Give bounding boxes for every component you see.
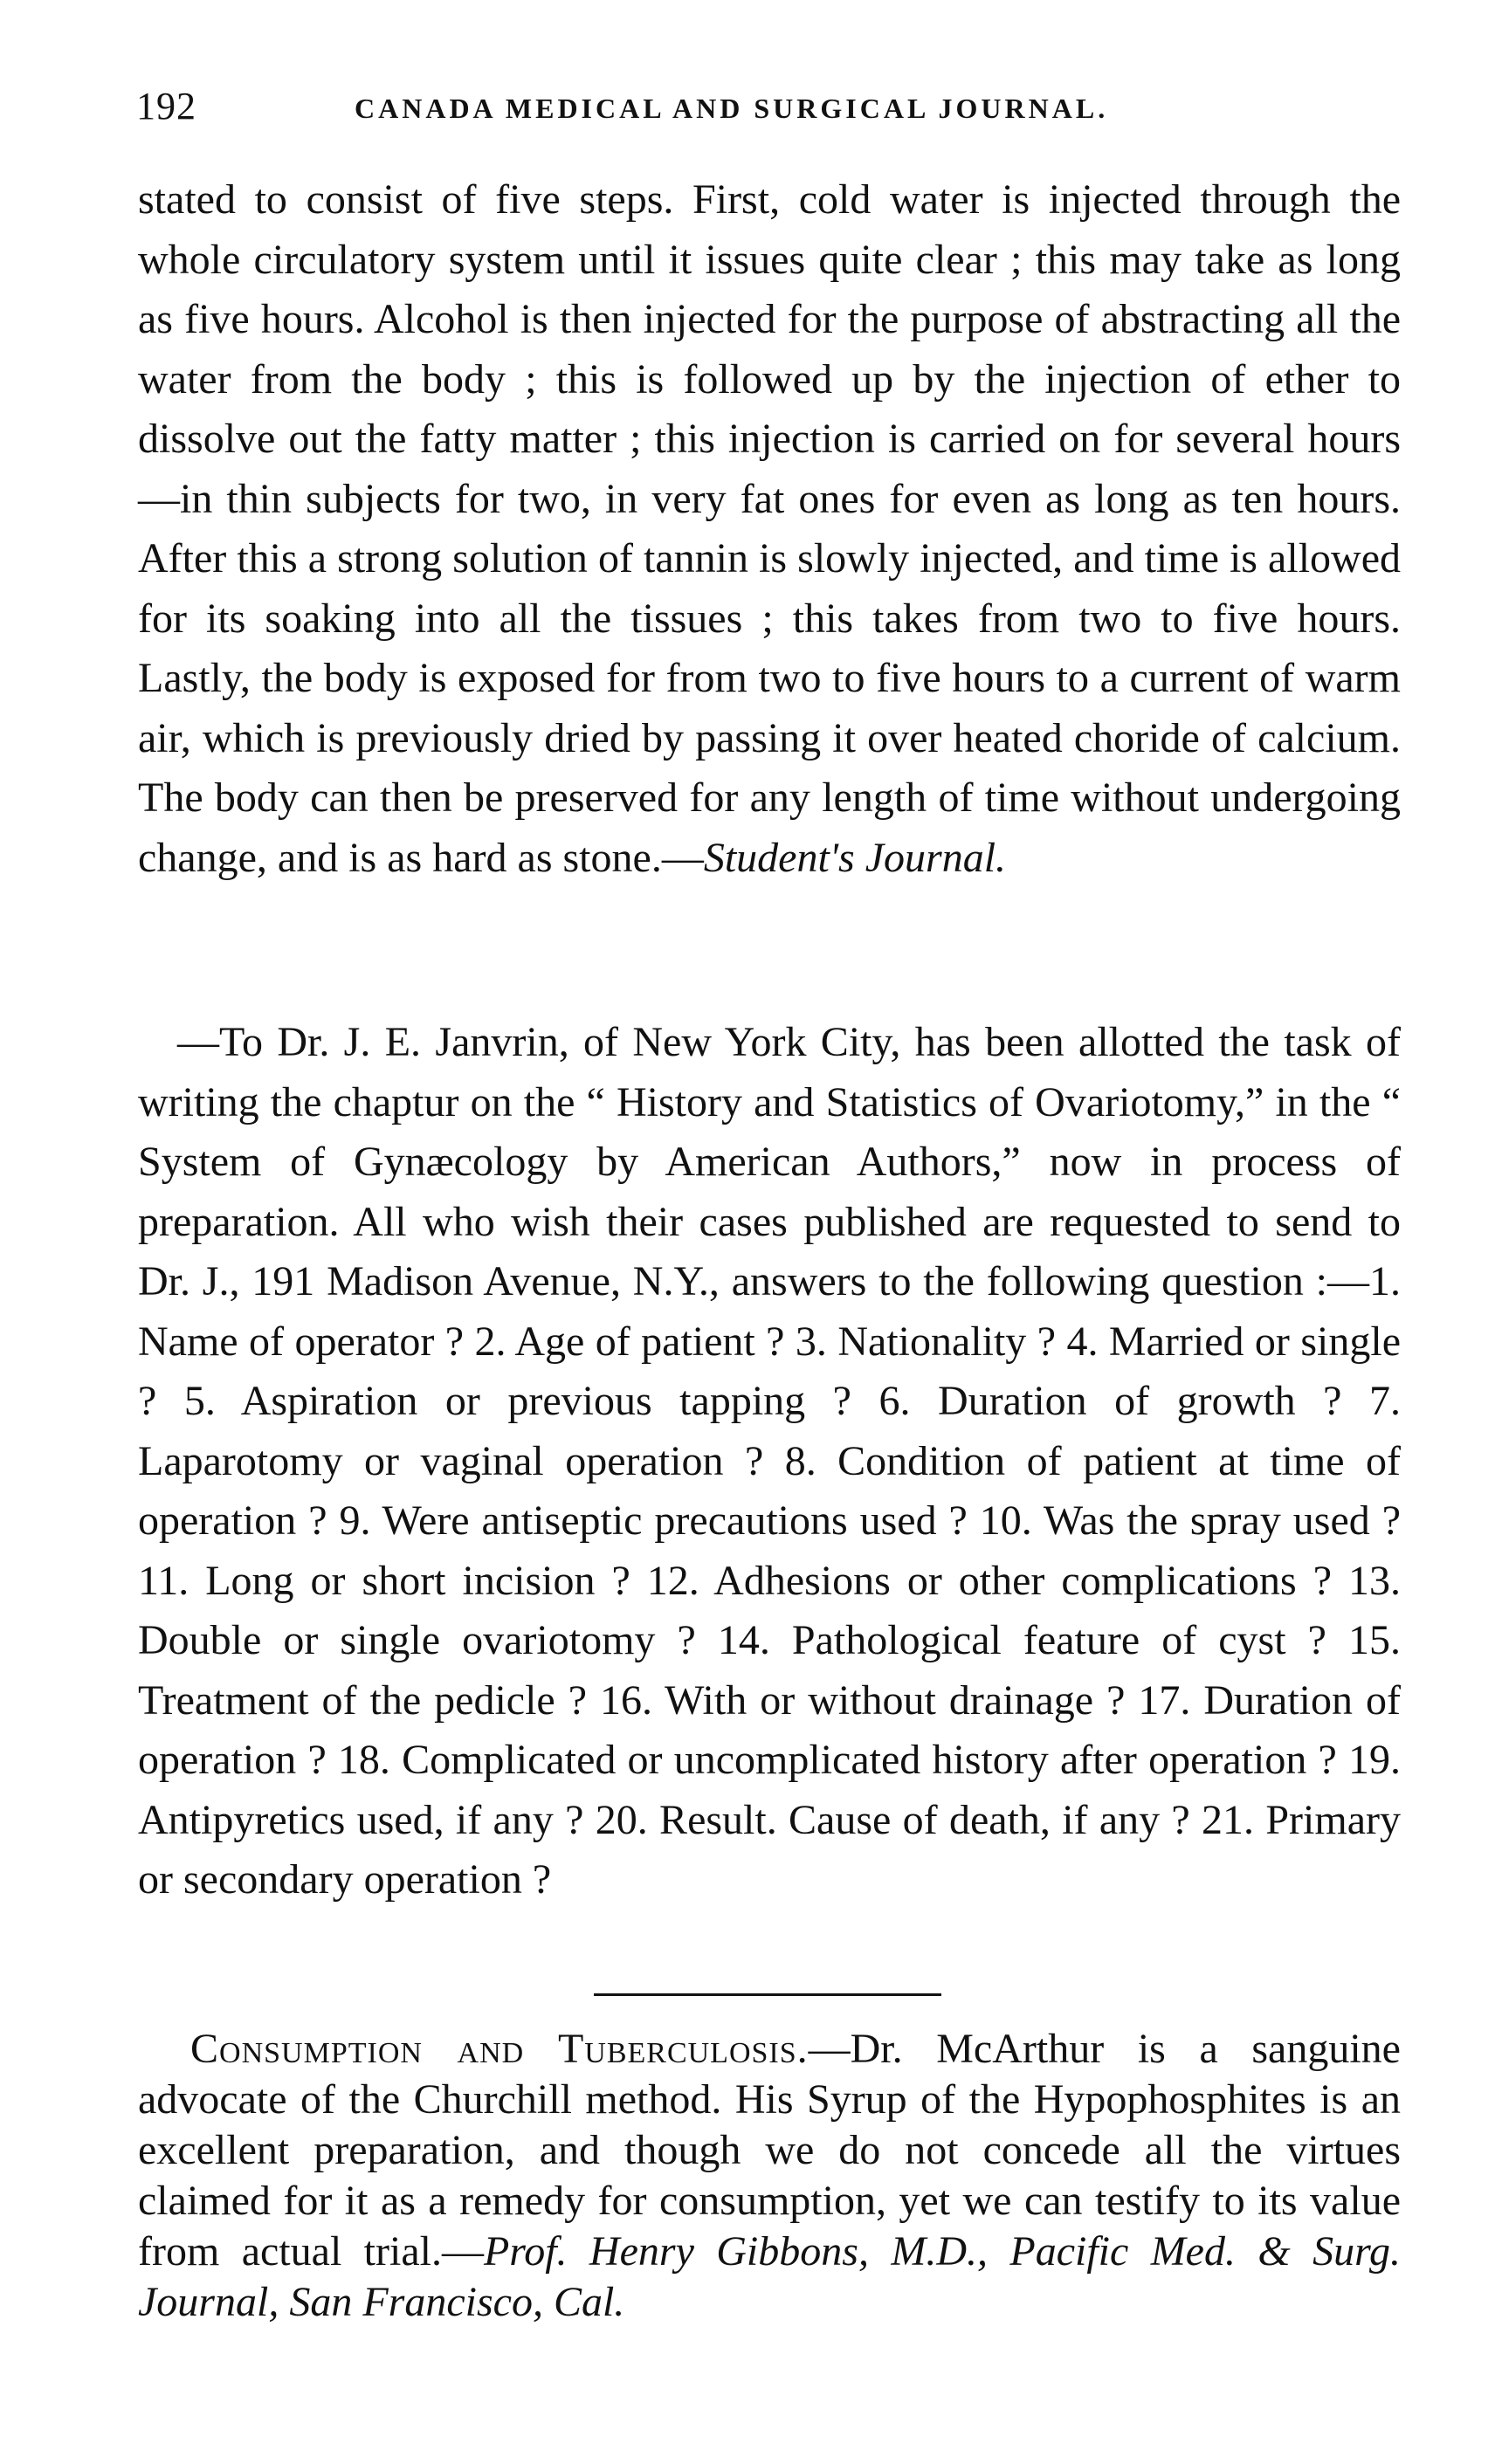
running-head [136, 84, 1402, 136]
paragraph-text: —Dr. McArthur is a sanguine advocate of the Churchill method. His Syrup of the Hypophosphites is an excellent preparation, and though we do not concede all the virtues claimed for it as a remedy for consumption, yet we can testify to its value from actual trial.— [138, 2026, 1401, 2275]
paragraph-text: —To Dr. J. E. Janvrin, of New York City, has been allotted the task of writing the chaptur on the “ History and Statistics of Ovariotomy,” in the “ System of Gynæcology by American Authors,” now in process of preparation. All who wish their cases published are requested to send to Dr. J., 191 Madison Avenue, N.Y., answers to the following question :—1. Name of operator ? 2. Age of patient ? 3. Nationality ? 4. Married or single ? 5. Aspiration or previous tapping ? 6. Duration of growth ? 7. Laparotomy or vaginal operation ? 8. Condition of patient at time of operation ? 9. Were antiseptic precautions used ? 10. Was the spray used ? 11. Long or short incision ? 12. Adhesions or other complications ? 13. Double or single ovariotomy ? 14. Pathological feature of cyst ? 15. Treatment of the pedicle ? 16. With or without drainage ? 17. Duration of operation ? 18. Complicated or uncomplicated history after operation ? 19. Antipyretics used, if any ? 20. Result. Cause of death, if any ? 21. Primary or secondary operation ? [138, 1019, 1401, 1903]
section-heading: Consumption and Tuberculosis. [190, 2026, 809, 2072]
source-citation: Prof. Henry Gibbons, M.D., Pacific Med. & Surg. Journal, San Francisco, Cal. [138, 2228, 1401, 2325]
paragraph-text: stated to consist of five steps. First, cold water is injected through the whole circulatory system until it issues quite clear ; this may take as long as five hours. Alcohol is then injected for the purpose of abstracting all the water from the body ; this is followed up by the injection of ether to dissolve out the fatty matter ; this injection is carried on for several hours—in thin subjects for two, in very fat ones for even as long as ten hours. After this a strong solution of tannin is slowly injected, and time is allowed for its soaking into all the tissues ; this takes from two to five hours. Lastly, the body is exposed for from two to five hours to a current of warm air, which is previously dried by passing it over heated choride of calcium. The body can then be preserved for any length of time without undergoing change, and is as hard as stone.— [138, 176, 1401, 881]
paragraph-embalming [138, 170, 1401, 888]
page-number: 192 [136, 85, 196, 127]
journal-title: CANADA MEDICAL AND SURGICAL JOURNAL. [355, 93, 1109, 124]
source-citation: Student's Journal. [703, 834, 1007, 881]
paragraph-consumption [138, 2024, 1401, 2328]
section-divider [594, 1993, 941, 1996]
paragraph-ovariotomy [138, 1013, 1401, 1910]
